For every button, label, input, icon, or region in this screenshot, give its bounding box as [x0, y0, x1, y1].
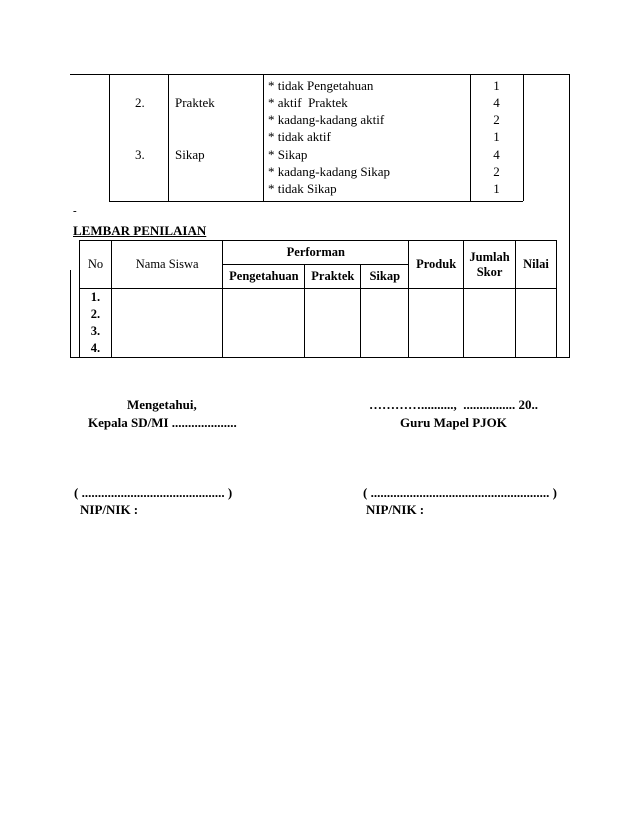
- row-number: 2.: [90, 307, 101, 321]
- header-attitude: Sikap: [361, 265, 409, 289]
- row-number: 3.: [90, 324, 101, 338]
- left-name-line: ( ............................................ ): [74, 485, 233, 500]
- empty-cell: [305, 289, 361, 358]
- small-dash-mark: -: [73, 205, 77, 217]
- header-performance: Performan: [223, 241, 409, 265]
- left-id-label: NIP/NIK :: [80, 502, 139, 517]
- assessment-table: [79, 240, 557, 358]
- criteria-indicator: * tidak Sikap: [268, 181, 337, 196]
- criteria-indicator: * tidak aktif: [268, 129, 331, 144]
- right-id-label: NIP/NIK :: [366, 502, 425, 517]
- criteria-row-aspect: Praktek: [175, 95, 215, 110]
- header-total-score-line1: Jumlah: [469, 249, 510, 264]
- header-name: Nama Siswa: [111, 241, 223, 289]
- criteria-indicator: * Sikap: [268, 147, 308, 162]
- empty-cell: [223, 289, 305, 358]
- criteria-score: 4: [493, 147, 500, 162]
- criteria-score: 4: [493, 95, 500, 110]
- header-grade: Nilai: [516, 241, 557, 289]
- row-numbers-cell: [80, 289, 112, 358]
- left-title: Kepala SD/MI ....................: [88, 415, 237, 430]
- empty-cell: [464, 289, 516, 358]
- header-product: Produk: [409, 241, 464, 289]
- criteria-bottom-line: [109, 201, 523, 202]
- empty-cell: [361, 289, 409, 358]
- criteria-score: 1: [493, 129, 500, 144]
- left-acknowledged: Mengetahui,: [127, 397, 197, 412]
- header-total-score-line2: Skor: [476, 264, 503, 279]
- empty-cell: [516, 289, 557, 358]
- criteria-indicator: * kadang-kadang Sikap: [268, 164, 391, 179]
- criteria-score: 2: [493, 164, 500, 179]
- criteria-row-aspect: Sikap: [175, 147, 205, 162]
- row-number: 1.: [90, 290, 101, 304]
- frame-top-line: [70, 74, 570, 75]
- header-total-score: [464, 241, 516, 289]
- criteria-col-line: [168, 74, 169, 201]
- header-knowledge: Pengetahuan: [223, 265, 305, 289]
- right-place-date: ………….........., ................ 20..: [369, 397, 538, 412]
- criteria-col-line: [263, 74, 264, 201]
- row-number: 4.: [90, 341, 101, 355]
- right-title: Guru Mapel PJOK: [400, 415, 507, 430]
- assessment-heading: LEMBAR PENILAIAN: [73, 223, 207, 238]
- criteria-indicator: * tidak Pengetahuan: [268, 78, 374, 93]
- empty-cell: [111, 289, 223, 358]
- criteria-row-number: 2.: [135, 95, 145, 110]
- table-row: [80, 289, 557, 358]
- criteria-col-line: [523, 74, 524, 201]
- criteria-indicator: * aktif Praktek: [268, 95, 348, 110]
- frame-right-line: [569, 74, 570, 357]
- right-name-line: ( ....................................................... ): [363, 485, 557, 500]
- empty-cell: [409, 289, 464, 358]
- criteria-indicator: * kadang-kadang aktif: [268, 112, 385, 127]
- criteria-row-number: 3.: [135, 147, 145, 162]
- header-practice: Praktek: [305, 265, 361, 289]
- header-no: No: [80, 241, 112, 289]
- criteria-score: 1: [493, 181, 500, 196]
- criteria-score: 2: [493, 112, 500, 127]
- frame-left-line: [70, 270, 71, 357]
- criteria-col-line: [109, 74, 110, 201]
- criteria-score: 1: [493, 78, 500, 93]
